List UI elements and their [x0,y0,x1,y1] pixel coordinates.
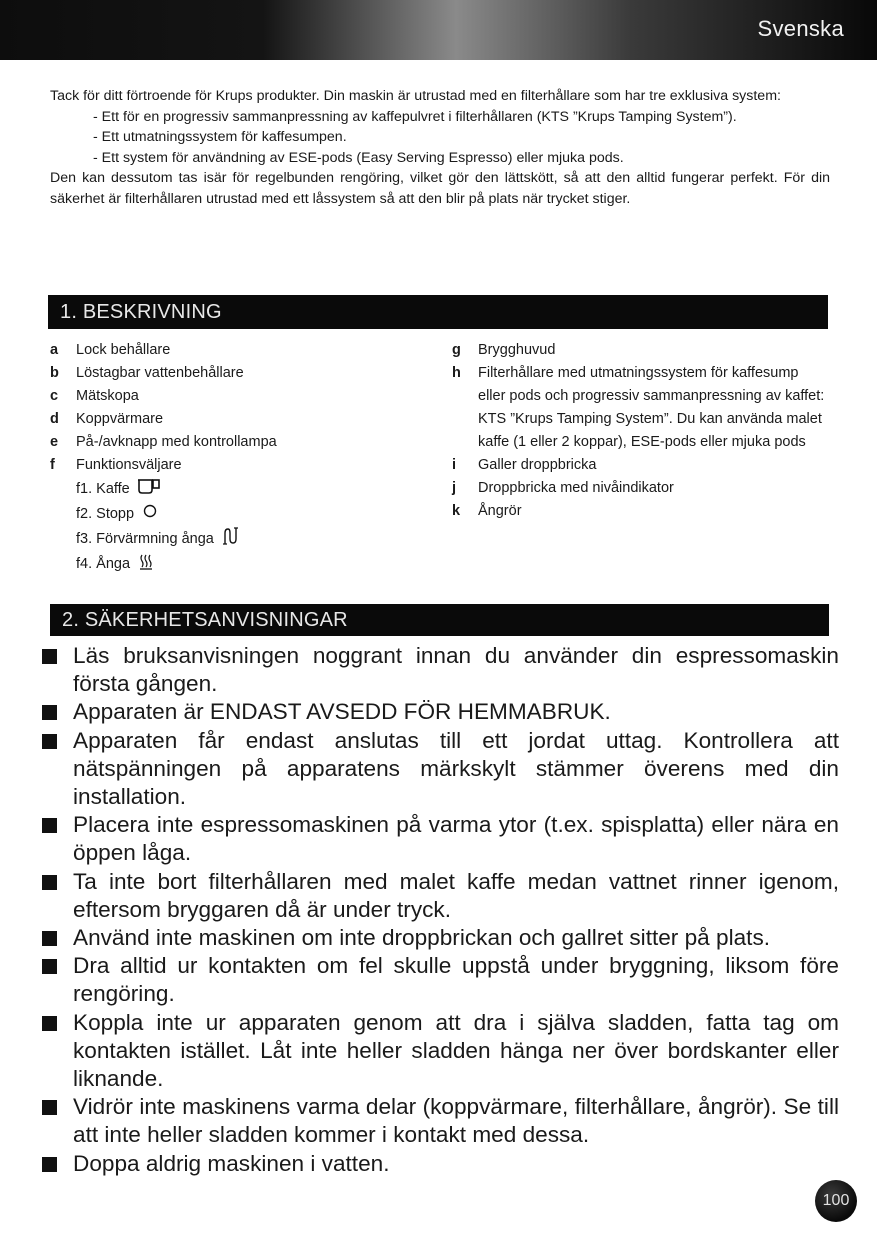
section-header-safety: 2. SÄKERHETSANVISNINGAR [50,604,829,636]
function-f1 [50,477,430,502]
safety-item [40,642,839,698]
item-text: Brygghuvud [478,342,556,358]
page-number-badge: 100 [815,1180,857,1222]
item-key: h [452,365,461,381]
header-bar [0,0,877,60]
language-label: Svenska [757,16,844,41]
item-key: f [50,457,55,473]
square-bullet-icon [42,649,57,664]
item-text: Funktionsväljare [76,457,182,473]
item-text: Filterhållare med utmatningssystem för kaffesump eller pods och progressiv sammanpressning av kaffet: KTS ”Krups Tamping System”. Du kan använda malet kaffe (1 eller 2 koppar), ESE-pods eller mjuka pods [478,365,825,450]
item-key: e [50,434,59,450]
description-item [50,408,430,431]
preheat-steam-icon [222,527,240,545]
description-item [50,431,430,454]
item-key: i [452,457,457,473]
safety-text: Använd inte maskinen om inte droppbrickan och gallret sitter på plats. [73,925,771,951]
description-item [50,385,430,408]
item-text: Löstagbar vattenbehållare [76,365,244,381]
description-item [50,339,430,362]
safety-item [40,924,839,952]
description-item [50,454,430,477]
safety-item [40,698,839,726]
square-bullet-icon [42,1016,57,1031]
intro-text [50,86,830,209]
safety-item [40,952,839,1008]
safety-text: Vidrör inte maskinens varma delar (koppvärmare, filterhållare, ångrör). Se till att inte heller sladden kommer i kontakt med dessa. [73,1094,839,1148]
steam-icon [138,554,154,570]
safety-text: Placera inte espressomaskinen på varma ytor (t.ex. spisplatta) eller nära en öppen låga. [73,812,839,866]
safety-item [40,811,839,867]
item-text: Mätskopa [76,388,139,404]
safety-text: Doppa aldrig maskinen i vatten. [73,1150,390,1176]
safety-text: Ta inte bort filterhållaren med malet kaffe medan vattnet rinner igenom, eftersom bryggaren då är under tryck. [73,868,839,922]
description-list-left [50,339,430,577]
item-text: Lock behållare [76,342,171,358]
intro-paragraph-2: Den kan dessutom tas isär för regelbunden rengöring, vilket gör den lättskött, så att den alltid fungerar perfekt. För din säkerhet är filterhållaren utrustad med ett låssystem så att den blir på plats när trycket stiger. [50,170,830,207]
safety-item [40,1093,839,1149]
safety-text: Läs bruksanvisningen noggrant innan du använder din espressomaskin första gången. [73,643,839,697]
item-key: d [50,411,59,427]
stop-circle-icon [142,504,158,520]
intro-list-item: - Ett för en progressiv sammanpressning av kaffepulvret i filterhållaren (KTS ”Krups Tamping System”). [93,108,737,125]
intro-list-item: - Ett utmatningssystem för kaffesumpen. [93,129,347,145]
function-f2 [50,502,430,527]
square-bullet-icon [42,1157,57,1172]
coffee-cup-icon [138,478,160,495]
safety-text: Dra alltid ur kontakten om fel skulle uppstå under bryggning, liksom före rengöring. [73,953,839,1007]
safety-list [40,642,839,1178]
function-label: f4. Ånga [76,556,131,572]
item-text: Galler droppbricka [478,457,597,473]
item-key: k [452,503,461,519]
function-f4 [50,552,430,577]
square-bullet-icon [42,734,57,749]
description-item [452,362,827,454]
item-key: b [50,365,59,381]
intro-list-item: - Ett system för användning av ESE-pods (Easy Serving Espresso) eller mjuka pods. [93,149,624,166]
function-label: f3. Förvärmning ånga [76,531,214,547]
item-key: a [50,342,59,358]
item-key: c [50,388,59,404]
safety-text: Koppla inte ur apparaten genom att dra i själva sladden, fatta tag om kontakten istället. Låt inte heller sladden hänga ner över bordskanter eller liknande. [73,1009,839,1092]
function-label: f1. Kaffe [76,481,130,497]
intro-paragraph-1: Tack för ditt förtroende för Krups produkter. Din maskin är utrustad med en filterhållare som har tre exklusiva system: [50,88,781,104]
function-f3 [50,527,430,552]
description-list-right [452,339,827,523]
description-item [452,339,827,362]
description-item [452,477,827,500]
intro-list [50,107,830,169]
safety-item [40,868,839,924]
safety-item [40,1009,839,1094]
square-bullet-icon [42,1100,57,1115]
item-text: På-/avknapp med kontrollampa [76,434,277,450]
square-bullet-icon [42,959,57,974]
item-key: j [452,480,457,496]
safety-text: Apparaten är ENDAST AVSEDD FÖR HEMMABRUK. [73,699,611,725]
safety-text: Apparaten får endast anslutas till ett jordat uttag. Kontrollera att nätspänningen på apparatens märkskylt stämmer överens med din installation. [73,727,839,810]
square-bullet-icon [42,705,57,720]
description-item [50,362,430,385]
section-header-description: 1. BESKRIVNING [48,295,828,329]
item-key: g [452,342,461,358]
safety-item [40,1150,839,1178]
square-bullet-icon [42,818,57,833]
item-text: Droppbricka med nivåindikator [478,480,674,496]
square-bullet-icon [42,931,57,946]
description-item [452,454,827,477]
function-label: f2. Stopp [76,506,135,522]
square-bullet-icon [42,875,57,890]
description-item [452,500,827,523]
item-text: Ångrör [478,503,522,519]
safety-item [40,727,839,812]
item-text: Koppvärmare [76,411,164,427]
